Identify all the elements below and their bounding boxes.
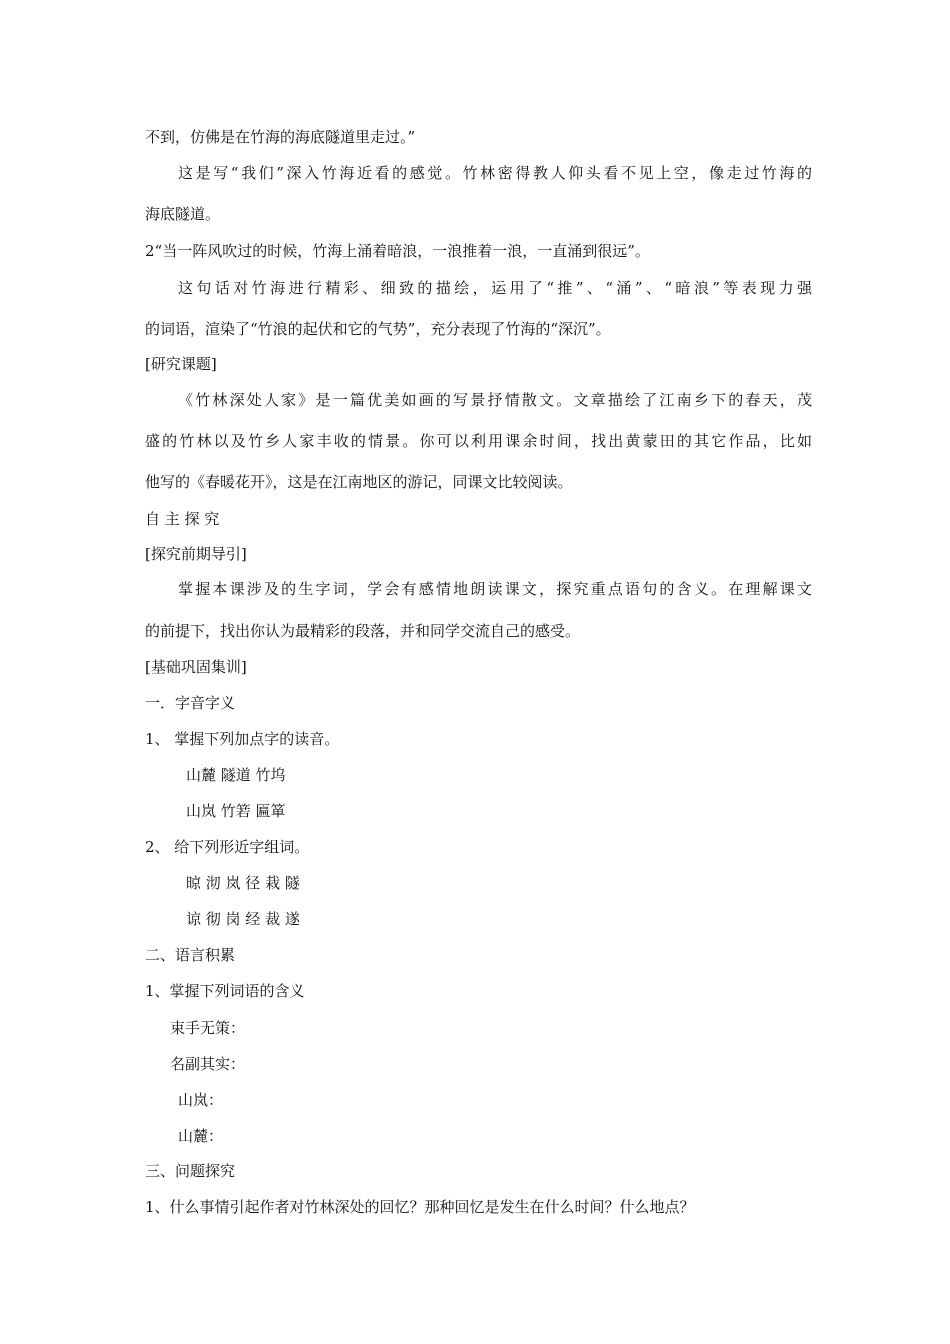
quote-2: 2“当一阵风吹过的时候，竹海上涌着暗浪，一浪推着一浪，一直涌到很远”。 <box>145 242 650 260</box>
vocab-item-3: 山岚： <box>178 1091 224 1109</box>
guidance-para-line-1: 掌握本课涉及的生字词，学会有感情地朗读课文，探究重点语句的含义。在理解课文 <box>178 580 812 598</box>
section-guidance: [探究前期导引] <box>145 545 247 563</box>
research-para-line-3: 他写的《春暖花开》，这是在江南地区的游记，同课文比较阅读。 <box>145 473 573 491</box>
question-2-1: 1、掌握下列词语的含义 <box>145 982 305 1000</box>
word-row-2: 山岚 竹箬 匾箪 <box>186 802 286 820</box>
heading-pronunciation: 一．字音字义 <box>145 694 236 712</box>
question-1-1: 1、 掌握下列加点字的读音。 <box>145 730 340 748</box>
vocab-item-4: 山麓： <box>178 1127 224 1145</box>
heading-inquiry: 三、问题探究 <box>145 1162 236 1180</box>
section-basic-training: [基础巩固集训] <box>145 658 247 676</box>
analysis-1-line-1: 这是写“我们”深入竹海近看的感觉。竹林密得教人仰头看不见上空，像走过竹海的 <box>178 164 812 182</box>
vocab-item-1: 束手无策： <box>170 1019 246 1037</box>
question-1-2: 2、 给下列形近字组词。 <box>145 838 310 856</box>
vocab-item-2: 名副其实： <box>170 1055 246 1073</box>
section-self-exploration: 自 主 探 究 <box>145 510 220 528</box>
research-para-line-2: 盛的竹林以及竹乡人家丰收的情景。你可以利用课余时间，找出黄蒙田的其它作品，比如 <box>145 432 812 450</box>
section-research-topic: [研究课题] <box>145 355 217 373</box>
question-3-1: 1、什么事情引起作者对竹林深处的回忆？那种回忆是发生在什么时间？什么地点？ <box>145 1198 695 1216</box>
char-row-1: 晾 沏 岚 径 栽 隧 <box>186 874 300 892</box>
research-para-line-1: 《竹林深处人家》是一篇优美如画的写景抒情散文。文章描绘了江南乡下的春天，茂 <box>178 391 812 409</box>
guidance-para-line-2: 的前提下，找出你认为最精彩的段落，并和同学交流自己的感受。 <box>145 622 581 640</box>
word-row-1: 山麓 隧道 竹坞 <box>186 766 286 784</box>
quote-continuation: 不到，仿佛是在竹海的海底隧道里走过。” <box>145 128 416 146</box>
heading-language: 二、语言积累 <box>145 946 236 964</box>
analysis-2-line-1: 这句话对竹海进行精彩、细致的描绘，运用了“推”、“涌”、“暗浪”等表现力强 <box>178 279 812 297</box>
char-row-2: 谅 彻 岗 经 裁 遂 <box>186 910 300 928</box>
analysis-1-line-2: 海底隧道。 <box>145 205 221 223</box>
analysis-2-line-2: 的词语，渲染了“竹浪的起伏和它的气势”，充分表现了竹海的“深沉”。 <box>145 320 611 338</box>
